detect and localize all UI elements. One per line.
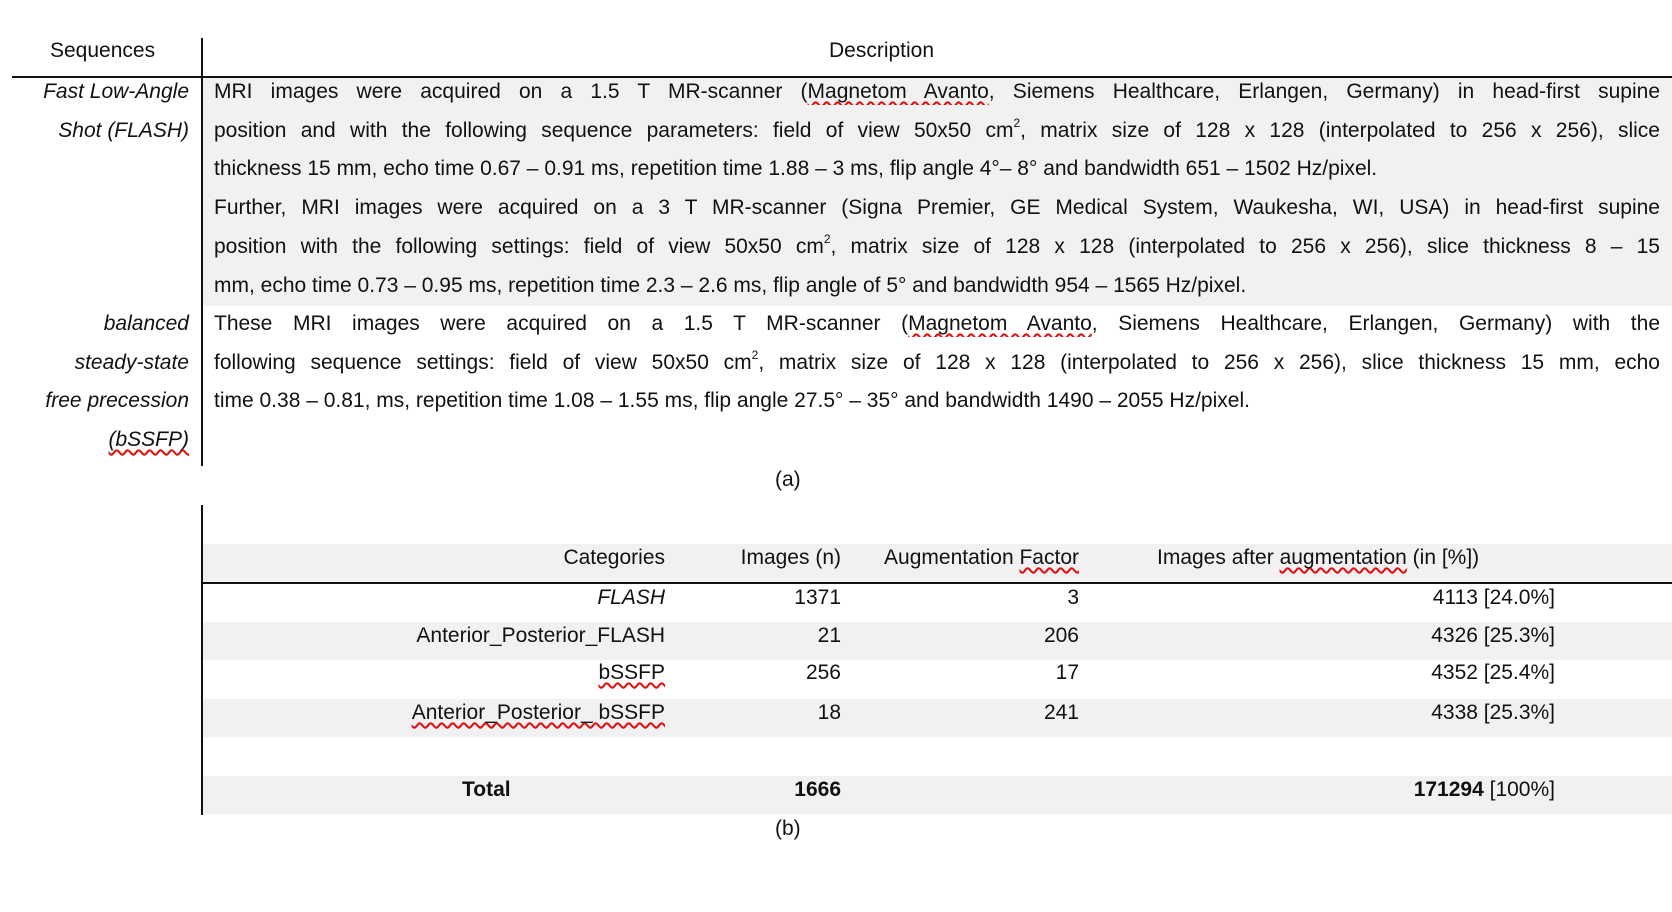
category-ap-flash: Anterior_Posterior_FLASH	[416, 624, 665, 647]
bssfp-description-line-3: time 0.38 – 0.81, ms, repetition time 1.08 – 1.55 ms, flip angle 27.5° – 35° and bandwidth 1490 – 2055 Hz/pixel.	[214, 389, 1250, 412]
flash-row-shading	[203, 78, 1672, 306]
header-categories: Categories	[563, 546, 665, 569]
after-flash: 4113 [24.0%]	[1432, 586, 1555, 609]
caption-a: (a)	[775, 468, 801, 491]
sequence-label-bssfp-1: balanced	[103, 312, 189, 335]
sequence-label-flash-2: Shot (FLASH)	[58, 119, 189, 142]
table-b-header-rule	[203, 582, 1672, 584]
factor-bssfp: 17	[1055, 661, 1079, 684]
factor-ap-bssfp: 241	[1043, 701, 1079, 724]
factor-flash: 3	[1067, 586, 1079, 609]
category-bssfp: bSSFP	[598, 661, 665, 684]
header-augmentation-factor: Augmentation Factor	[884, 546, 1079, 569]
images-n-ap-bssfp: 18	[817, 701, 841, 724]
total-after: 171294 [100%]	[1413, 778, 1555, 801]
after-ap-bssfp: 4338 [25.3%]	[1431, 701, 1555, 724]
flash-description-line-4: Further, MRI images were acquired on a 3 T MR-scanner (Signa Premier, GE Medical System, Waukesha, WI, USA) in head-first supine	[214, 196, 1660, 219]
caption-b: (b)	[775, 817, 801, 840]
after-ap-flash: 4326 [25.3%]	[1431, 624, 1555, 647]
flash-description-line-2: position and with the following sequence parameters: field of view 50x50 $cm^2$, matrix size of 128 x 128 (interpolated to 256 x 256), slice	[214, 118, 1660, 142]
flash-description-line-3: thickness 15 mm, echo time 0.67 – 0.91 ms, repetition time 1.88 – 3 ms, flip angle 4°– 8° and bandwidth 651 – 1502 Hz/pixel.	[214, 157, 1378, 180]
bssfp-description-line-1: These MRI images were acquired on a 1.5 T MR-scanner (Magnetom Avanto, Siemens Healthcare, Erlangen, Germany) with the	[214, 312, 1660, 335]
flash-description-line-5: position with the following settings: field of view 50x50 $cm^2$, matrix size of 128 x 128 (interpolated to 256 x 256), slice thickness 8 – 15	[214, 234, 1660, 258]
flash-description-line-6: mm, echo time 0.73 – 0.95 ms, repetition time 2.3 – 2.6 ms, flip angle of 5° and bandwidth 954 – 1565 Hz/pixel.	[214, 274, 1247, 297]
header-sequences: Sequences	[50, 39, 156, 62]
bssfp-description-line-2: following sequence settings: field of view 50x50 $cm^2$, matrix size of 128 x 128 (interpolated to 256 x 256), slice thickness 15 mm, echo	[214, 350, 1660, 374]
sequence-label-bssfp-2: steady-state	[74, 351, 189, 374]
images-n-flash: 1371	[794, 586, 841, 609]
sequence-label-flash-1: Fast Low-Angle	[43, 80, 189, 103]
factor-ap-flash: 206	[1043, 624, 1079, 647]
flash-description-line-1: MRI images were acquired on a 1.5 T MR-scanner (Magnetom Avanto, Siemens Healthcare, Erlangen, Germany) in head-first supine	[214, 80, 1660, 103]
total-images: 1666	[794, 778, 841, 801]
total-label: Total	[462, 778, 511, 801]
header-images: Images (n)	[740, 546, 841, 569]
header-description: Description	[829, 39, 935, 62]
after-bssfp: 4352 [25.4%]	[1431, 661, 1555, 684]
sequence-label-bssfp-3: free precession	[45, 389, 189, 412]
images-n-bssfp: 256	[805, 661, 841, 684]
header-images-after: Images after augmentation (in [%])	[1157, 546, 1480, 569]
images-n-ap-flash: 21	[817, 624, 841, 647]
category-ap-bssfp: Anterior_Posterior_ bSSFP	[411, 701, 665, 724]
sequence-label-bssfp-4: (bSSFP)	[108, 428, 189, 451]
category-flash: FLASH	[597, 586, 665, 609]
